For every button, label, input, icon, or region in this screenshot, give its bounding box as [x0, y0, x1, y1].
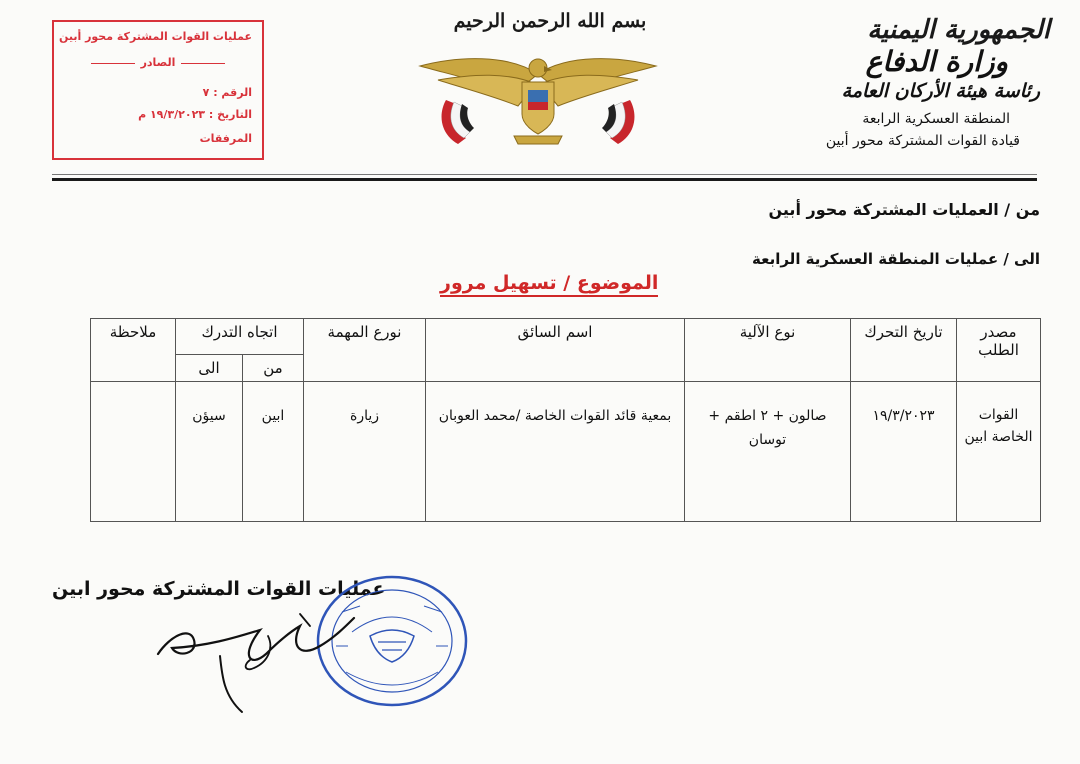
cell-mission-type: زيارة [304, 382, 426, 522]
table-row [91, 382, 1041, 522]
col-notes: ملاحظة [91, 319, 176, 382]
subject-line: الموضوع / تسهيل مرور [440, 272, 658, 297]
reference-date: التاريخ : ١٩/٣/٢٠٢٣ م [138, 108, 252, 121]
header-divider-thin [52, 174, 1037, 175]
cell-movement-date: ١٩/٣/٢٠٢٣ [851, 382, 957, 522]
reference-attachments: المرفقات [199, 132, 252, 145]
from-line: من / العمليات المشتركة محور أبين [768, 200, 1040, 219]
col-vehicle-type: نوع الآلية [685, 319, 851, 382]
reference-stamp-box [52, 20, 264, 160]
col-direction-to: الى [176, 355, 243, 382]
to-line: الى / عمليات المنطقة العسكرية الرابعة [752, 250, 1040, 268]
col-direction: اتجاه التدرك [176, 319, 304, 355]
reference-unit: عمليات القوات المشتركة محور أبين [58, 30, 252, 43]
col-direction-from: من [243, 355, 304, 382]
handwritten-signature-icon [150, 596, 360, 716]
yemen-eagle-emblem-icon [418, 44, 658, 154]
republic-name: الجمهورية اليمنية [867, 15, 1050, 45]
basmala: بسم الله الرحمن الرحيم [453, 10, 647, 32]
military-region: المنطقة العسكرية الرابعة [862, 111, 1010, 127]
col-movement-date: تاريخ التحرك [851, 319, 957, 382]
col-mission-type: نورع المهمة [304, 319, 426, 382]
cell-vehicle-type: صالون + ٢ اطقم + توسان [685, 382, 851, 522]
cell-from: ابين [243, 382, 304, 522]
outgoing-label: الصادر [64, 56, 252, 69]
signature-title: عمليات القوات المشتركة محور ابين [52, 578, 386, 600]
ministry-name: وزارة الدفاع [865, 45, 1008, 78]
cell-notes [91, 382, 176, 522]
reference-number: الرقم : ٧ [202, 86, 252, 99]
header-divider [52, 178, 1037, 181]
col-driver-name: اسم السائق [426, 319, 685, 382]
command-name: قيادة القوات المشتركة محور أبين [825, 133, 1020, 149]
cell-request-source: القوات الخاصة ابين [957, 382, 1041, 522]
col-request-source: مصدر الطلب [957, 319, 1041, 382]
table-header-row [91, 319, 1041, 355]
letterhead [770, 14, 1050, 152]
movement-table [90, 318, 1041, 522]
cell-to: سيؤن [176, 382, 243, 522]
cell-driver-name: بمعية قائد القوات الخاصة /محمد العوبان [426, 382, 685, 522]
presidency-name: رئاسة هيئة الأركان العامة [841, 80, 1040, 102]
